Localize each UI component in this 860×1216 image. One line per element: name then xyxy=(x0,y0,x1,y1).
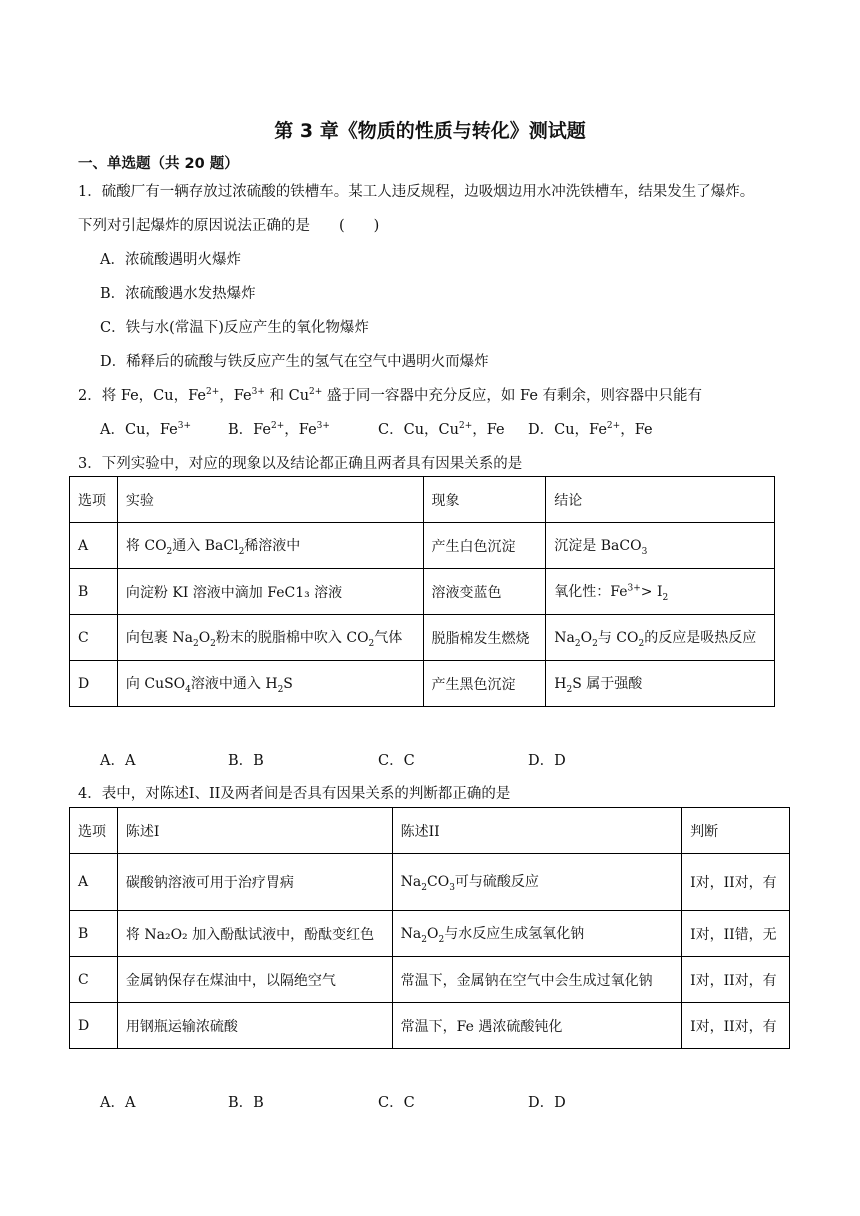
q1-option-a: A．浓硫酸遇明火爆炸 xyxy=(100,252,241,268)
experiment-cell: 将 $CO_2$通入 BaCl$_2$稀溶液中 xyxy=(117,523,423,569)
page-title: 第 3 章《物质的性质与转化》测试题 xyxy=(274,120,586,142)
phenomenon-cell: 溶液变蓝色 xyxy=(423,569,546,615)
option-cell: C xyxy=(70,957,118,1003)
conclusion-cell: 氧化性：$Fe^{3+}> I_2$ xyxy=(546,569,775,615)
conclusion-cell: 沉淀是 BaCO$_3$ xyxy=(546,523,775,569)
header-cell: 现象 xyxy=(423,477,546,523)
option-cell: D xyxy=(70,1003,118,1049)
table-header-row xyxy=(70,477,775,523)
header-cell: 实验 xyxy=(117,477,423,523)
statement2-cell: $Na_2CO_3$可与硫酸反应 xyxy=(392,854,681,911)
option-cell: B xyxy=(70,569,118,615)
statement2-cell: 常温下，金属钠在空气中会生成过氧化钠 xyxy=(392,957,681,1003)
q3-stem: 3．下列实验中，对应的现象以及结论都正确且两者具有因果关系的是 xyxy=(78,456,523,472)
section-heading: 一、单选题（共 20 题） xyxy=(78,156,239,172)
q1-option-b: B．浓硫酸遇水发热爆炸 xyxy=(100,286,256,302)
q2-option-c: C．Cu，$Cu^{2+}$，Fe xyxy=(378,421,505,438)
experiment-cell: 向 CuSO$_4$溶液中通入 $H_2S$ xyxy=(117,661,423,707)
table-row xyxy=(70,854,790,911)
phenomenon-cell: 脱脂棉发生燃烧 xyxy=(423,615,546,661)
judgement-cell: I对，II对，有 xyxy=(682,957,790,1003)
q2-option-d: D．Cu，$Fe^{2+}$，Fe xyxy=(528,421,653,438)
q1-option-c: C．铁与水(常温下)反应产生的氧化物爆炸 xyxy=(100,320,369,336)
statement1-cell: 用钢瓶运输浓硫酸 xyxy=(117,1003,392,1049)
header-cell: 结论 xyxy=(546,477,775,523)
table-row xyxy=(70,569,775,615)
table-row xyxy=(70,911,790,957)
statement1-cell: 碳酸钠溶液可用于治疗胃病 xyxy=(117,854,392,911)
statement2-cell: 常温下，Fe 遇浓硫酸钝化 xyxy=(392,1003,681,1049)
experiment-cell: 向淀粉 KI 溶液中滴加 FeC1₃ 溶液 xyxy=(117,569,423,615)
experiment-cell: 向包裹 $Na_2O_2$粉末的脱脂棉中吹入 $CO_2$气体 xyxy=(117,615,423,661)
option-cell: A xyxy=(70,523,118,569)
q3-answer-b: B．B xyxy=(228,753,264,769)
q1-stem-line1: 1．硫酸厂有一辆存放过浓硫酸的铁槽车。某工人违反规程，边吸烟边用水冲洗铁槽车，结果发生了爆炸。 xyxy=(78,184,755,200)
header-cell: 选项 xyxy=(70,477,118,523)
phenomenon-cell: 产生黑色沉淀 xyxy=(423,661,546,707)
q3-answer-a: A．A xyxy=(100,753,136,769)
table-header-row xyxy=(70,808,790,854)
option-cell: D xyxy=(70,661,118,707)
judgement-cell: I对，II错，无 xyxy=(682,911,790,957)
q4-answer-c: C．C xyxy=(378,1095,415,1111)
q4-table xyxy=(69,807,790,1049)
q4-answer-b: B．B xyxy=(228,1095,264,1111)
table-row xyxy=(70,615,775,661)
statement1-cell: 将 Na₂O₂ 加入酚酞试液中，酚酞变红色 xyxy=(117,911,392,957)
q1-option-d: D．稀释后的硫酸与铁反应产生的氢气在空气中遇明火而爆炸 xyxy=(100,354,489,370)
header-cell: 判断 xyxy=(682,808,790,854)
phenomenon-cell: 产生白色沉淀 xyxy=(423,523,546,569)
q4-answer-a: A．A xyxy=(100,1095,136,1111)
q2-option-a: A．Cu，$Fe^{3+}$ xyxy=(100,421,192,438)
q4-stem: 4．表中，对陈述I、II及两者间是否具有因果关系的判断都正确的是 xyxy=(78,786,511,802)
q2-option-b: B．$Fe^{2+}$，$Fe^{3+}$ xyxy=(228,421,330,438)
statement2-cell: $Na_2O_2$与水反应生成氢氧化钠 xyxy=(392,911,681,957)
table-row xyxy=(70,661,775,707)
q3-table xyxy=(69,476,775,707)
header-cell: 选项 xyxy=(70,808,118,854)
statement1-cell: 金属钠保存在煤油中，以隔绝空气 xyxy=(117,957,392,1003)
q2-stem: 2．将 Fe，Cu，$Fe^{2+}$，$Fe^{3+}$ 和 $Cu^{2+}$ 盛于同一容器中充分反应，如 Fe 有剩余，则容器中只能有 xyxy=(78,387,703,404)
option-cell: B xyxy=(70,911,118,957)
q3-answer-c: C．C xyxy=(378,753,415,769)
option-cell: C xyxy=(70,615,118,661)
header-cell: 陈述I xyxy=(117,808,392,854)
judgement-cell: I对，II对，有 xyxy=(682,1003,790,1049)
header-cell: 陈述II xyxy=(392,808,681,854)
q3-answer-d: D．D xyxy=(528,753,566,769)
table-row xyxy=(70,523,775,569)
conclusion-cell: $Na_2O_2$与 $CO_2$的反应是吸热反应 xyxy=(546,615,775,661)
option-cell: A xyxy=(70,854,118,911)
conclusion-cell: $H_2S$ 属于强酸 xyxy=(546,661,775,707)
table-row xyxy=(70,1003,790,1049)
q4-answer-d: D．D xyxy=(528,1095,566,1111)
table-row xyxy=(70,957,790,1003)
q1-stem-line2: 下列对引起爆炸的原因说法正确的是 ( ) xyxy=(78,218,380,234)
judgement-cell: I对，II对，有 xyxy=(682,854,790,911)
